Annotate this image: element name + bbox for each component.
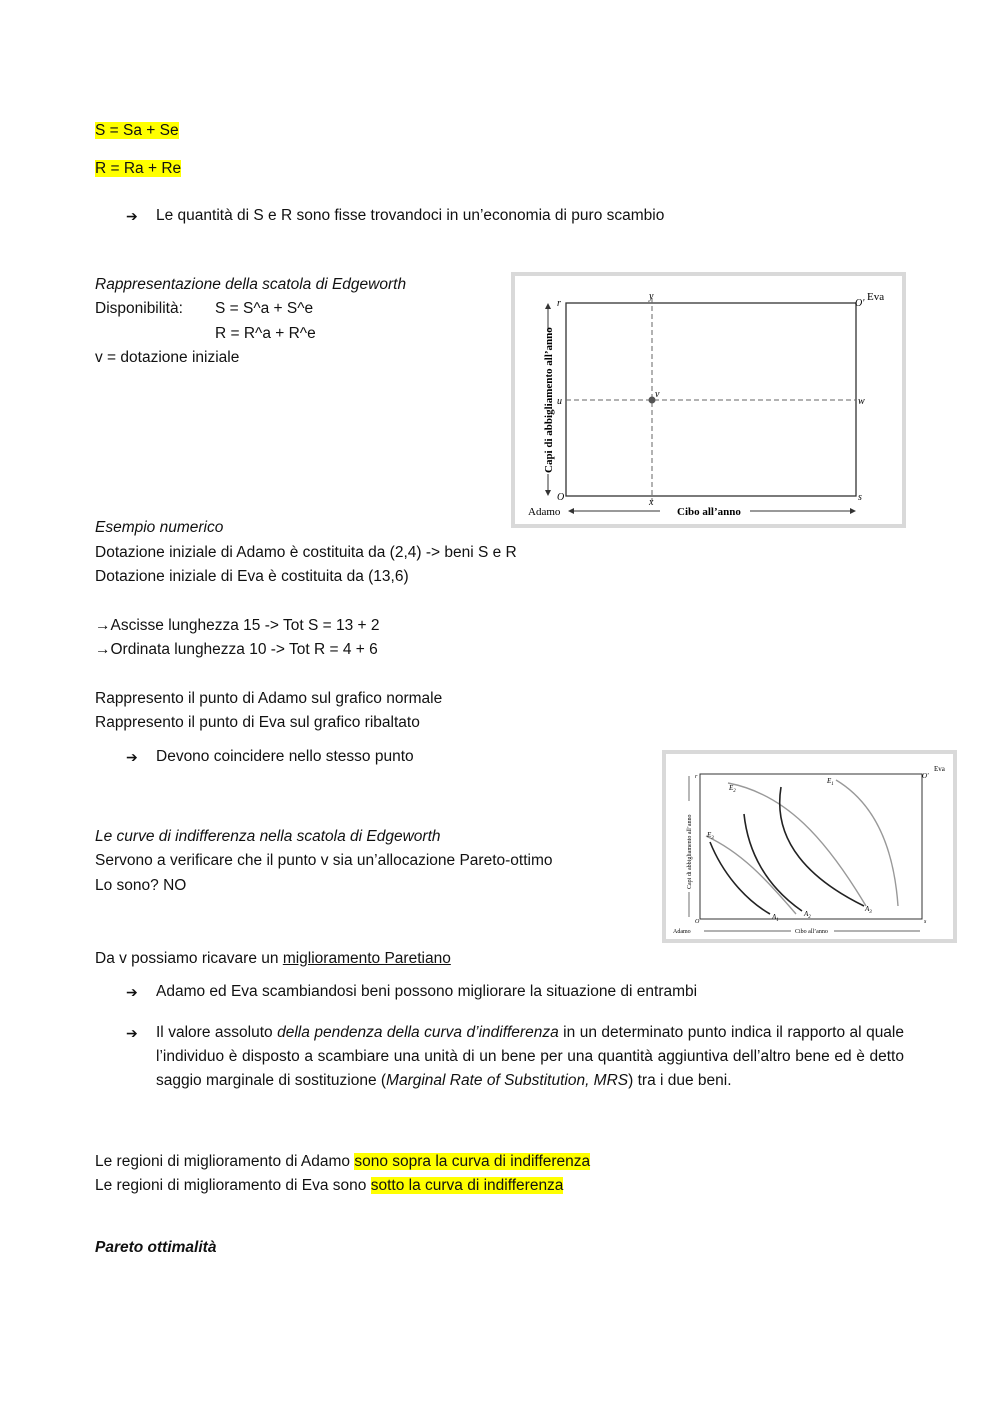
disp-s: S = S^a + S^e <box>215 300 314 317</box>
indifference-line-1: Servono a verificare che il punto v sia un’allocazione Pareto-ottimo <box>95 852 553 869</box>
section-title-pareto: Pareto ottimalità <box>95 1239 217 1256</box>
arrow-bullet-icon: ➔ <box>126 984 138 1000</box>
disp-r: R = R^a + R^e <box>215 325 316 342</box>
box-outline <box>700 774 922 919</box>
example-line-eva-point: Rappresento il punto di Eva sul grafico ribaltato <box>95 714 420 731</box>
curve-a2 <box>744 814 802 911</box>
equation-r: R = Ra + Re <box>95 160 182 177</box>
edgeworth-box-svg <box>515 276 902 524</box>
label-eva: Eva <box>934 765 945 773</box>
example-line-adamo: Dotazione iniziale di Adamo è costituita da (2,4) -> beni S e R <box>95 544 517 561</box>
label-eva: Eva <box>867 291 885 303</box>
bullet-exchange: Adamo ed Eva scambiandosi beni possono migliorare la situazione di entrambi <box>156 983 698 1000</box>
edgeworth-box-figure <box>511 272 906 528</box>
arrow-bullet-icon: ➔ <box>126 1025 138 1041</box>
bullet-mrs: Il valore assoluto della pendenza della curva d’indifferenza in un determinato punto indica il rapporto al quale l’individuo è disposto a scambiare una unità di un bene per una quantità aggiuntiva dell’altro bene ed è detto saggio marginale di sostituzione (Marginal Rate of Substitution, MRS) tra i due beni. <box>156 1024 904 1089</box>
curve-e1 <box>836 780 898 906</box>
label-v: v <box>655 389 660 400</box>
curve-a1 <box>710 842 770 914</box>
curve-a3 <box>780 787 864 906</box>
example-line-eva: Dotazione iniziale di Eva è costituita da (13,6) <box>95 568 409 585</box>
label-o: O <box>557 492 565 503</box>
x-arrow-right-icon <box>850 508 856 514</box>
label-s: s <box>924 919 927 925</box>
label-a2: $A_2$ <box>804 910 811 920</box>
equation-s: S = Sa + Se <box>95 122 179 139</box>
curve-e2 <box>728 783 866 906</box>
label-o-prime: O' <box>855 298 865 309</box>
label-a1: $A_1$ <box>772 913 779 923</box>
example-line-abscissa: →Ascisse lunghezza 15 -> Tot S = 13 + 2 <box>95 617 380 634</box>
example-line-adamo-point: Rappresento il punto di Adamo sul grafico normale <box>95 690 443 707</box>
label-o: O <box>695 919 700 925</box>
section-title-indifference: Le curve di indifferenza nella scatola di Edgeworth <box>95 828 441 845</box>
arrow-bullet-icon: ➔ <box>126 208 138 224</box>
right-arrow-icon: → <box>95 641 111 658</box>
bullet-fixed-quantities: Le quantità di S e R sono fisse trovandoci in un’economia di puro scambio <box>156 207 665 224</box>
example-line-ordinate: →Ordinata lunghezza 10 -> Tot R = 4 + 6 <box>95 641 378 658</box>
x-axis-label: Cibo all’anno <box>677 506 741 518</box>
disp-label: Disponibilità: <box>95 300 183 317</box>
label-r: r <box>695 774 698 780</box>
label-a3: $A_3$ <box>865 905 872 915</box>
adamo-improvement-region: Le regioni di miglioramento di Adamo sono sopra la curva di indifferenza <box>95 1153 591 1170</box>
eva-improvement-region: Le regioni di miglioramento di Eva sono sotto la curva di indifferenza <box>95 1177 564 1194</box>
label-e1: $E_1$ <box>827 777 834 787</box>
pareto-improvement-term: miglioramento Paretiano <box>282 950 451 967</box>
y-axis-label: Capi di abbigliamento all’anno <box>687 814 693 889</box>
label-e3: $E_3$ <box>707 831 714 841</box>
indifference-curves-svg <box>666 754 953 939</box>
x-axis-label: Cibo all’anno <box>795 929 828 935</box>
bullet-coincide: Devono coincidere nello stesso punto <box>156 748 414 765</box>
v-definition: v = dotazione iniziale <box>95 349 240 366</box>
indifference-line-2: Lo sono? NO <box>95 877 187 894</box>
label-adamo: Adamo <box>673 929 691 935</box>
label-e2: $E_2$ <box>729 784 736 794</box>
label-o-prime: O' <box>922 772 929 780</box>
label-x: x <box>649 497 654 508</box>
section-title-edgeworth: Rappresentazione della scatola di Edgeworth <box>95 276 407 293</box>
label-w: w <box>858 396 865 407</box>
section-title-example: Esempio numerico <box>95 519 224 536</box>
arrow-bullet-icon: ➔ <box>126 749 138 765</box>
right-arrow-icon: → <box>95 617 111 634</box>
y-arrow-top-icon <box>545 303 551 309</box>
indifference-curves-figure <box>662 750 957 943</box>
pareto-improvement-intro: Da v possiamo ricavare un miglioramento Paretiano <box>95 950 451 967</box>
y-axis-label: Capi di abbigliamento all’anno <box>543 327 555 473</box>
label-s: s <box>858 492 862 503</box>
label-r: r <box>557 298 561 309</box>
y-arrow-bottom-icon <box>545 490 551 496</box>
label-u: u <box>557 396 562 407</box>
label-adamo: Adamo <box>528 506 561 518</box>
x-arrow-left-icon <box>568 508 574 514</box>
label-y: y <box>649 291 654 302</box>
